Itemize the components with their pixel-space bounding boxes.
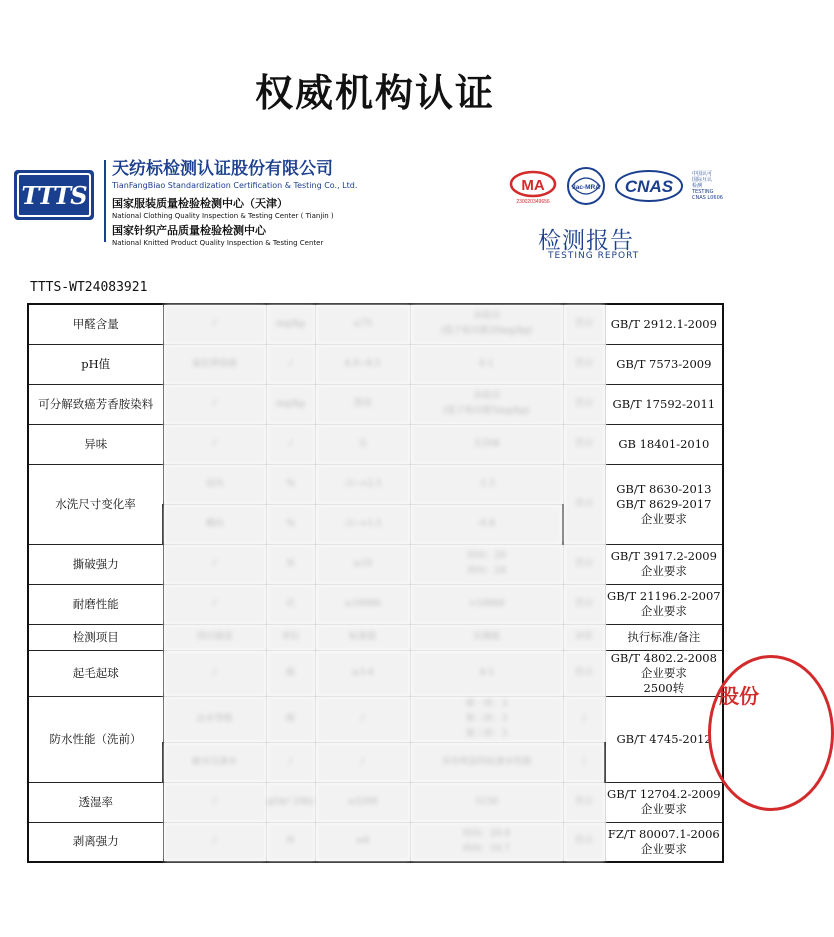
- redacted-cell: 经向：20 纬向：24: [410, 544, 563, 584]
- redacted-cell: /: [163, 544, 266, 584]
- certification-marks: [508, 166, 724, 206]
- redacted-cell: /: [315, 696, 410, 742]
- test-item-name: 起毛起球: [28, 650, 163, 696]
- table-row: [28, 584, 723, 624]
- test-standard: GB/T 21196.2-2007 企业要求: [605, 584, 723, 624]
- table-row: [28, 544, 723, 584]
- redacted-cell: N: [266, 822, 315, 862]
- table-row: [28, 782, 723, 822]
- svg-text:MA: MA: [521, 177, 545, 194]
- report-title-cn: 检测报告: [538, 228, 634, 254]
- redacted-cell: mg/kg: [266, 304, 315, 344]
- redacted-cell: 实测值: [410, 624, 563, 650]
- test-standard: FZ/T 80007.1-2006 企业要求: [605, 822, 723, 862]
- center1-en: National Clothing Quality Inspection & Testing Center ( Tianjin ): [112, 212, 334, 220]
- test-item-name: 异味: [28, 424, 163, 464]
- redacted-cell: 标准值: [315, 624, 410, 650]
- redacted-cell: /: [563, 742, 605, 782]
- table-row: [28, 304, 723, 344]
- redacted-cell: 无异味: [410, 424, 563, 464]
- redacted-cell: ≥10: [315, 544, 410, 584]
- redacted-cell: %: [266, 504, 315, 544]
- test-standard: GB/T 3917.2-2009 企业要求: [605, 544, 723, 584]
- table-row: [28, 650, 723, 696]
- redacted-cell: -3~+1.5: [315, 504, 410, 544]
- redacted-cell: ≥2200: [315, 782, 410, 822]
- redacted-cell: -3~+2.5: [315, 464, 410, 504]
- redacted-cell: %: [266, 464, 315, 504]
- test-item-name: 透湿率: [28, 782, 163, 822]
- redacted-cell: 经向：20.4 纬向：16.7: [410, 822, 563, 862]
- redacted-cell: 次: [266, 584, 315, 624]
- redacted-cell: /: [163, 650, 266, 696]
- cnas-caption: 中国认可 国际互认 检测 TESTING CNAS L0606: [692, 171, 723, 201]
- redacted-cell: -0.8: [410, 504, 563, 544]
- redacted-cell: 符合: [563, 782, 605, 822]
- ilac-mra-icon: [566, 166, 606, 206]
- redacted-cell: 4.0~8.5: [315, 344, 410, 384]
- redacted-cell: 禁用: [315, 384, 410, 424]
- test-item-name: 甲醛含量: [28, 304, 163, 344]
- redacted-cell: 具有明显的抗渗水性能: [410, 742, 563, 782]
- redacted-cell: 第一块：3 第二块：3 第三块：3: [410, 696, 563, 742]
- red-seal-stamp: 股份: [708, 655, 834, 811]
- test-standard: GB/T 8630-2013 GB/T 8629-2017 企业要求: [605, 464, 723, 544]
- redacted-cell: /: [163, 384, 266, 424]
- test-standard: 执行标准/备注: [605, 624, 723, 650]
- redacted-cell: 级: [266, 650, 315, 696]
- redacted-cell: /: [266, 424, 315, 464]
- test-standard: GB/T 17592-2011: [605, 384, 723, 424]
- svg-text:ilac-MRA: ilac-MRA: [572, 184, 600, 191]
- svg-text:CNAS: CNAS: [624, 177, 674, 196]
- redacted-cell: /: [163, 782, 266, 822]
- header-divider: [104, 160, 106, 242]
- org-name-cn: 天纺标检测认证股份有限公司: [112, 159, 333, 179]
- redacted-cell: 项目描述: [163, 624, 266, 650]
- center2-cn: 国家针织产品质量检验检测中心: [112, 224, 266, 237]
- redacted-cell: ≤75: [315, 304, 410, 344]
- test-item-name: 剥离强力: [28, 822, 163, 862]
- table-row: [28, 696, 723, 742]
- redacted-cell: /: [563, 696, 605, 742]
- test-standard: GB/T 7573-2009: [605, 344, 723, 384]
- redacted-cell: /: [163, 304, 266, 344]
- test-item-name: 撕破强力: [28, 544, 163, 584]
- center1-cn: 国家服装质量检验检测中心（天津）: [112, 197, 288, 210]
- org-name-en: TianFangBiao Standardization Certification & Testing Co., Ltd.: [112, 181, 358, 190]
- table-row: [28, 624, 723, 650]
- redacted-cell: 3150: [410, 782, 563, 822]
- test-standard: GB/T 12704.2-2009 企业要求: [605, 782, 723, 822]
- redacted-cell: 横向: [163, 504, 266, 544]
- test-standard: GB/T 4802.2-2008 企业要求 2500转: [605, 650, 723, 696]
- redacted-cell: 符合: [563, 584, 605, 624]
- table-row: [28, 822, 723, 862]
- redacted-cell: 符合: [563, 822, 605, 862]
- test-item-name: 可分解致癌芳香胺染料: [28, 384, 163, 424]
- table-row: [28, 424, 723, 464]
- report-number: TTTS-WT24083921: [30, 280, 148, 295]
- table-row: [28, 344, 723, 384]
- redacted-cell: 评价: [563, 624, 605, 650]
- redacted-cell: ≥8: [315, 822, 410, 862]
- table-row: [28, 464, 723, 504]
- redacted-cell: /: [163, 822, 266, 862]
- redacted-cell: 级: [266, 696, 315, 742]
- redacted-cell: 6.1: [410, 344, 563, 384]
- redacted-cell: ≥10000: [315, 584, 410, 624]
- test-item-name: 检测项目: [28, 624, 163, 650]
- cma-mark-icon: [508, 167, 558, 205]
- redacted-cell: 符合: [563, 650, 605, 696]
- redacted-cell: ≥3-4: [315, 650, 410, 696]
- org-block: [112, 158, 357, 248]
- redacted-cell: mg/kg: [266, 384, 315, 424]
- page-title: 权威机构认证: [254, 71, 495, 115]
- redacted-cell: 单位: [266, 624, 315, 650]
- redacted-cell: -1.5: [410, 464, 563, 504]
- test-item-name: 防水性能（洗前）: [28, 696, 163, 782]
- svg-text:230020349656: 230020349656: [516, 199, 550, 205]
- center2-en: National Knitted Product Quality Inspection & Testing Center: [112, 239, 324, 247]
- redacted-cell: 符合: [563, 544, 605, 584]
- ttts-logo: TTTS: [14, 170, 94, 220]
- test-standard: GB/T 2912.1-2009: [605, 304, 723, 344]
- test-standard: GB 18401-2010: [605, 424, 723, 464]
- redacted-cell: /: [163, 584, 266, 624]
- redacted-cell: N: [266, 544, 315, 584]
- redacted-cell: 未检出 (低于检出限20mg/kg): [410, 304, 563, 344]
- redacted-cell: 无: [315, 424, 410, 464]
- redacted-cell: 符合: [563, 304, 605, 344]
- table-row: [28, 384, 723, 424]
- redacted-cell: 符合: [563, 344, 605, 384]
- redacted-cell: 4-5: [410, 650, 563, 696]
- redacted-cell: 沾水等级: [163, 696, 266, 742]
- redacted-cell: /: [266, 344, 315, 384]
- test-item-name: 耐磨性能: [28, 584, 163, 624]
- cnas-icon: [614, 169, 684, 203]
- redacted-cell: 符合: [563, 464, 605, 544]
- redacted-cell: 符合: [563, 384, 605, 424]
- redacted-cell: 耐水压渗水: [163, 742, 266, 782]
- test-standard: GB/T 4745-2012: [605, 696, 723, 782]
- redacted-cell: 符合: [563, 424, 605, 464]
- redacted-cell: /: [315, 742, 410, 782]
- redacted-cell: /: [266, 742, 315, 782]
- redacted-cell: 氯化钾溶液: [163, 344, 266, 384]
- test-item-name: 水洗尺寸变化率: [28, 464, 163, 544]
- redacted-cell: /: [163, 424, 266, 464]
- redacted-cell: 未检出 (低于检出限5mg/kg): [410, 384, 563, 424]
- redacted-cell: g/(m²·24h): [266, 782, 315, 822]
- test-item-name: pH值: [28, 344, 163, 384]
- redacted-cell: 直向: [163, 464, 266, 504]
- report-title-en: TESTING REPORT: [548, 251, 640, 261]
- results-table: [27, 303, 724, 863]
- redacted-cell: >10000: [410, 584, 563, 624]
